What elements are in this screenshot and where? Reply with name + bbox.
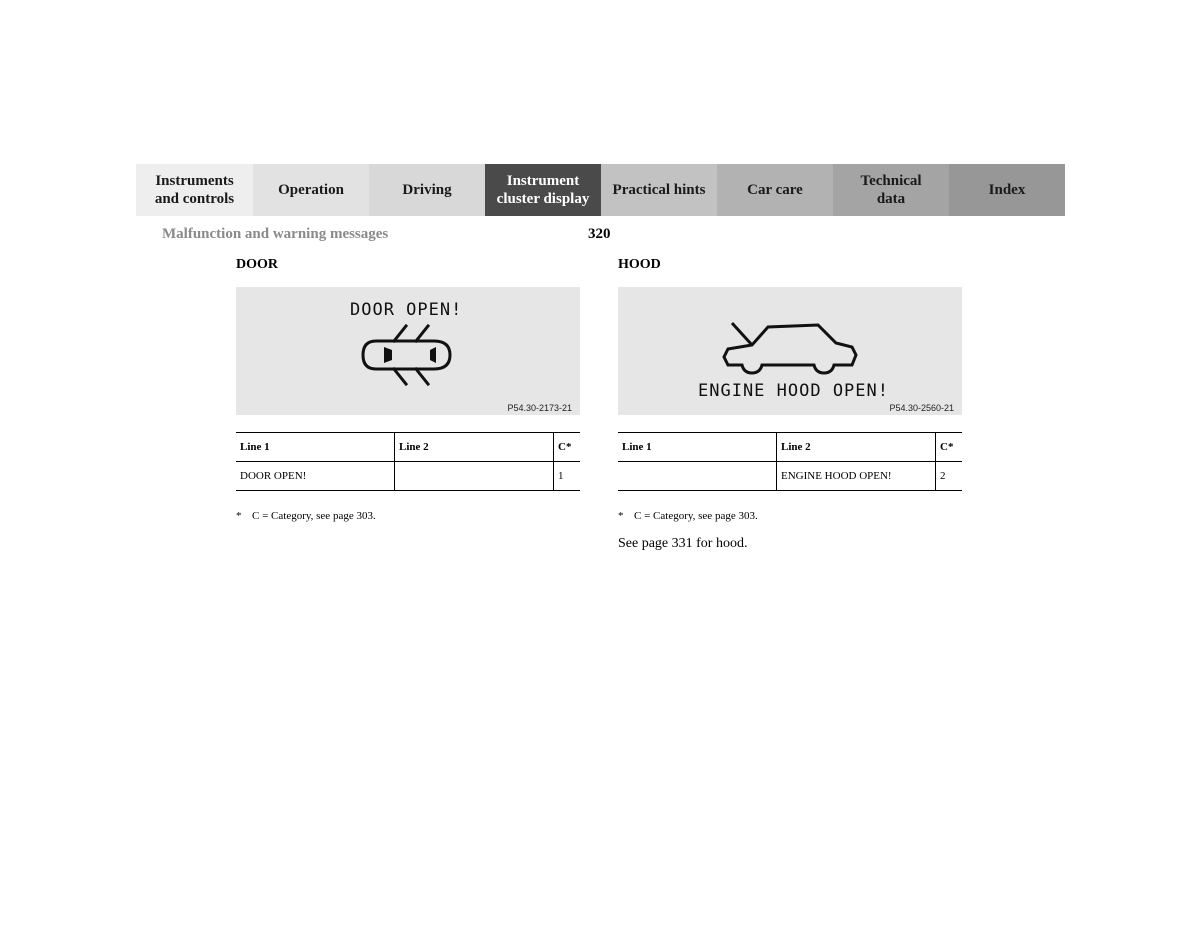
hood-note: See page 331 for hood.: [618, 536, 748, 551]
hood-display-text: ENGINE HOOD OPEN!: [698, 381, 889, 401]
page-number: 320: [588, 226, 611, 242]
table-header-line2: Line 2: [777, 433, 936, 462]
table-cell-category: 1: [554, 462, 581, 491]
hood-heading: HOOD: [618, 257, 661, 272]
hood-footnote: [618, 510, 962, 522]
door-image-ref: P54.30-2173-21: [507, 403, 572, 413]
tab-label-line2: and controls: [154, 191, 235, 207]
table-header-line1: Line 1: [236, 433, 395, 462]
table-cell-line2: [395, 462, 554, 491]
tab-label-line2: cluster display: [496, 191, 590, 207]
table-header-category: C*: [554, 433, 581, 462]
chapter-nav: [136, 164, 1065, 216]
tab-car-care[interactable]: [717, 164, 833, 216]
footnote-text: C = Category, see page 303.: [252, 510, 376, 522]
door-display-text: DOOR OPEN!: [350, 300, 463, 320]
tab-practical-hints[interactable]: [601, 164, 717, 216]
hood-section: [618, 256, 962, 552]
tab-label: Practical hints: [612, 182, 706, 198]
tab-technical-data[interactable]: [833, 164, 949, 216]
door-display-illustration: [236, 287, 580, 415]
tab-label: Index: [988, 182, 1026, 198]
table-header-row: [618, 433, 962, 462]
table-cell-line1: DOOR OPEN!: [236, 462, 395, 491]
table-cell-line1: [618, 462, 777, 491]
tab-label: Operation: [278, 182, 344, 198]
table-cell-category: 2: [936, 462, 963, 491]
tab-label: Car care: [747, 182, 803, 198]
footnote-star: *: [236, 510, 242, 522]
table-header-line2: Line 2: [395, 433, 554, 462]
tab-instruments-and-controls[interactable]: [136, 164, 253, 216]
table-cell-line2: ENGINE HOOD OPEN!: [777, 462, 936, 491]
tab-instrument-cluster-display[interactable]: [485, 164, 601, 216]
tab-driving[interactable]: [369, 164, 485, 216]
tab-operation[interactable]: [253, 164, 369, 216]
table-row: [236, 462, 580, 491]
tab-label-line2: data: [876, 191, 906, 207]
footnote-star: *: [618, 510, 624, 522]
hood-message-table: [618, 432, 962, 491]
section-title: Malfunction and warning messages: [162, 226, 389, 242]
car-door-open-icon: [360, 321, 454, 389]
tab-label-line1: Instrument: [506, 173, 580, 189]
door-section: [236, 256, 580, 522]
car-hood-open-icon: [722, 319, 858, 377]
table-header-category: C*: [936, 433, 963, 462]
tab-index[interactable]: [949, 164, 1065, 216]
footnote-text: C = Category, see page 303.: [634, 510, 758, 522]
tab-label-line1: Instruments: [155, 173, 234, 189]
tab-label-line1: Technical: [860, 173, 922, 189]
table-header-row: [236, 433, 580, 462]
table-row: [618, 462, 962, 491]
door-footnote: [236, 510, 580, 522]
door-message-table: [236, 432, 580, 491]
table-header-line1: Line 1: [618, 433, 777, 462]
hood-image-ref: P54.30-2560-21: [889, 403, 954, 413]
door-heading: DOOR: [236, 257, 278, 272]
hood-display-illustration: [618, 287, 962, 415]
tab-label: Driving: [402, 182, 452, 198]
